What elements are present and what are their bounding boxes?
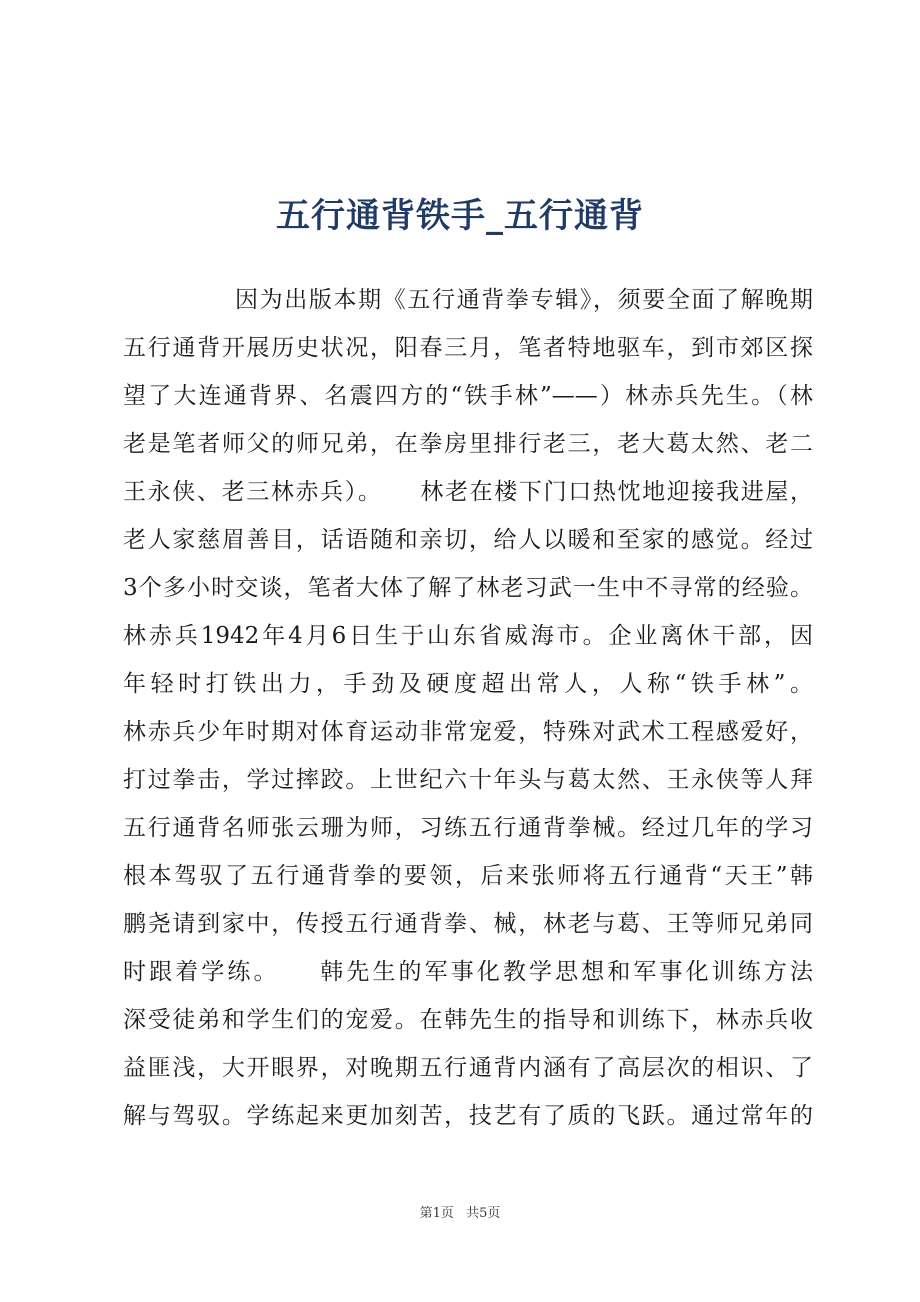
- document-title: 五行通背铁手_五行通背: [276, 196, 644, 236]
- body-line: 3个多小时交谈，笔者大体了解了林老习武一生中不寻常的经验。: [123, 575, 813, 601]
- page-number: 第1页: [419, 1206, 454, 1221]
- body-line: 老是笔者师父的师兄弟，在拳房里排行老三，老大葛太然、老二: [123, 431, 813, 457]
- body-line: 五行通背名师张云珊为师，习练五行通背拳械。经过几年的学习: [123, 815, 813, 841]
- body-line: 根本驾驭了五行通背拳的要领，后来张师将五行通背“天王”韩: [123, 863, 813, 889]
- document-body: [123, 276, 813, 1140]
- body-line: 鹏尧请到家中，传授五行通背拳、械，林老与葛、王等师兄弟同: [123, 911, 813, 937]
- body-line: 因为出版本期《五行通背拳专辑》，须要全面了解晚期: [235, 287, 813, 313]
- body-line: 望了大连通背界、名震四方的“铁手林”——）林赤兵先生。（林: [123, 383, 813, 409]
- body-line: 王永侠、老三林赤兵）。 林老在楼下门口热忱地迎接我进屋，: [123, 479, 813, 505]
- page-footer: [0, 1204, 920, 1224]
- body-line: 林赤兵1942年4月6日生于山东省威海市。企业离休干部，因: [123, 623, 813, 649]
- body-line: 五行通背开展历史状况，阳春三月，笔者特地驱车，到市郊区探: [123, 335, 813, 361]
- body-line: 深受徒弟和学生们的宠爱。在韩先生的指导和训练下，林赤兵收: [123, 1007, 813, 1033]
- body-line: 时跟着学练。 韩先生的军事化教学思想和军事化训练方法: [123, 959, 813, 985]
- body-line: 解与驾驭。学练起来更加刻苦，技艺有了质的飞跃。通过常年的: [123, 1103, 813, 1129]
- body-line: 年轻时打铁出力，手劲及硬度超出常人，人称“铁手林”。: [123, 671, 813, 697]
- body-line: 林赤兵少年时期对体育运动非常宠爱，特殊对武术工程感爱好，: [123, 719, 813, 745]
- body-line: 老人家慈眉善目，话语随和亲切，给人以暖和至家的感觉。经过: [123, 527, 813, 553]
- body-line: 益匪浅，大开眼界，对晚期五行通背内涵有了高层次的相识、了: [123, 1055, 813, 1081]
- body-line: 打过拳击，学过摔跤。上世纪六十年头与葛太然、王永侠等人拜: [123, 767, 813, 793]
- page-total: 共5页: [466, 1206, 501, 1221]
